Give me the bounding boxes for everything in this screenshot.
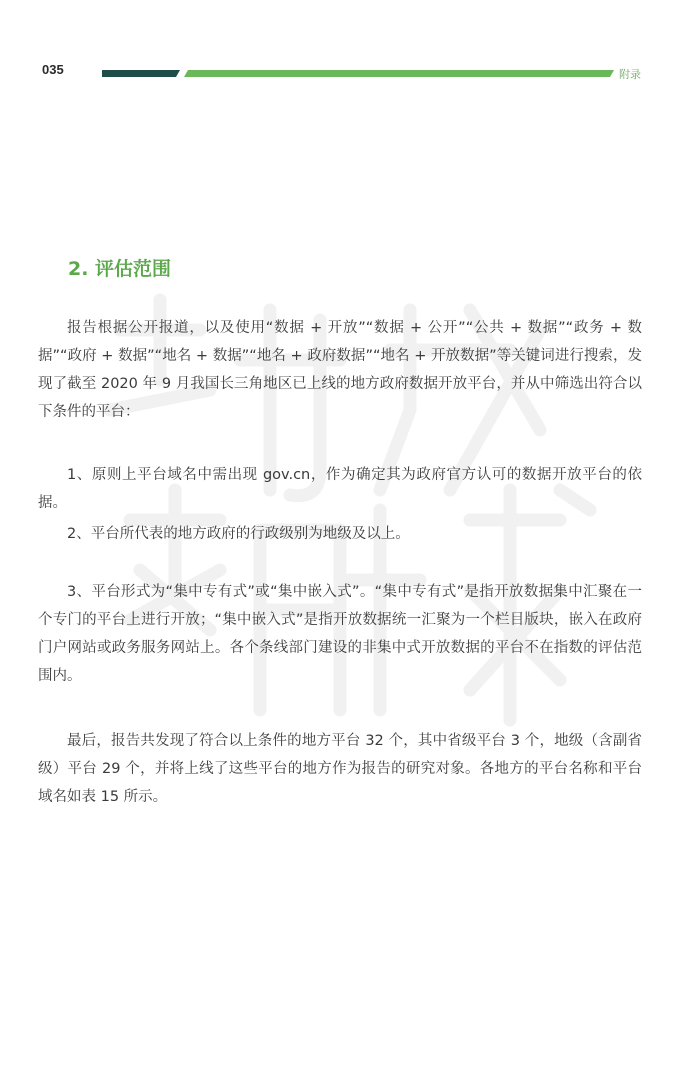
dark-header-bar <box>102 70 180 77</box>
section-label: 附录 <box>619 68 641 81</box>
page-header <box>0 0 680 90</box>
paragraph-criterion-form: 3、平台形式为“集中专有式”或“集中嵌入式”。“集中专有式”是指开放数据集中汇聚在一个专门的平台上进行开放；“集中嵌入式”是指开放数据统一汇聚为一个栏目版块，嵌入在政府门户网站或政务服务网站上。各个条线部门建设的非集中式开放数据的平台不在指数的评估范围内。 <box>38 584 642 684</box>
paragraph-criterion-level: 2、平台所代表的地方政府的行政级别为地级及以上。 <box>67 526 410 542</box>
section-title: 2. 评估范围 <box>68 258 172 280</box>
paragraph-criterion-domain: 1、原则上平台域名中需出现 gov.cn，作为确定其为政府官方认可的数据开放平台的依据。 <box>38 467 642 511</box>
green-header-bar <box>184 70 614 77</box>
paragraph-search-method: 报告根据公开报道，以及使用“数据 + 开放”“数据 + 公开”“公共 + 数据”“政务 + 数据”“政府 + 数据”“地名 + 数据”“地名 + 政府数据”“地名 + 开放数据”等关键词进行搜索，发现了截至 2020 年 9 月我国长三角地区已上线的地方政府数据开放平台，并从中筛选出符合以下条件的平台： <box>38 320 642 420</box>
paragraph-conclusion: 最后，报告共发现了符合以上条件的地方平台 32 个，其中省级平台 3 个，地级（含副省级）平台 29 个，并将上线了这些平台的地方作为报告的研究对象。各地方的平台名称和平台域名如表 15 所示。 <box>38 733 642 805</box>
page-number: 035 <box>42 62 64 77</box>
header-bar-decoration <box>100 68 620 80</box>
